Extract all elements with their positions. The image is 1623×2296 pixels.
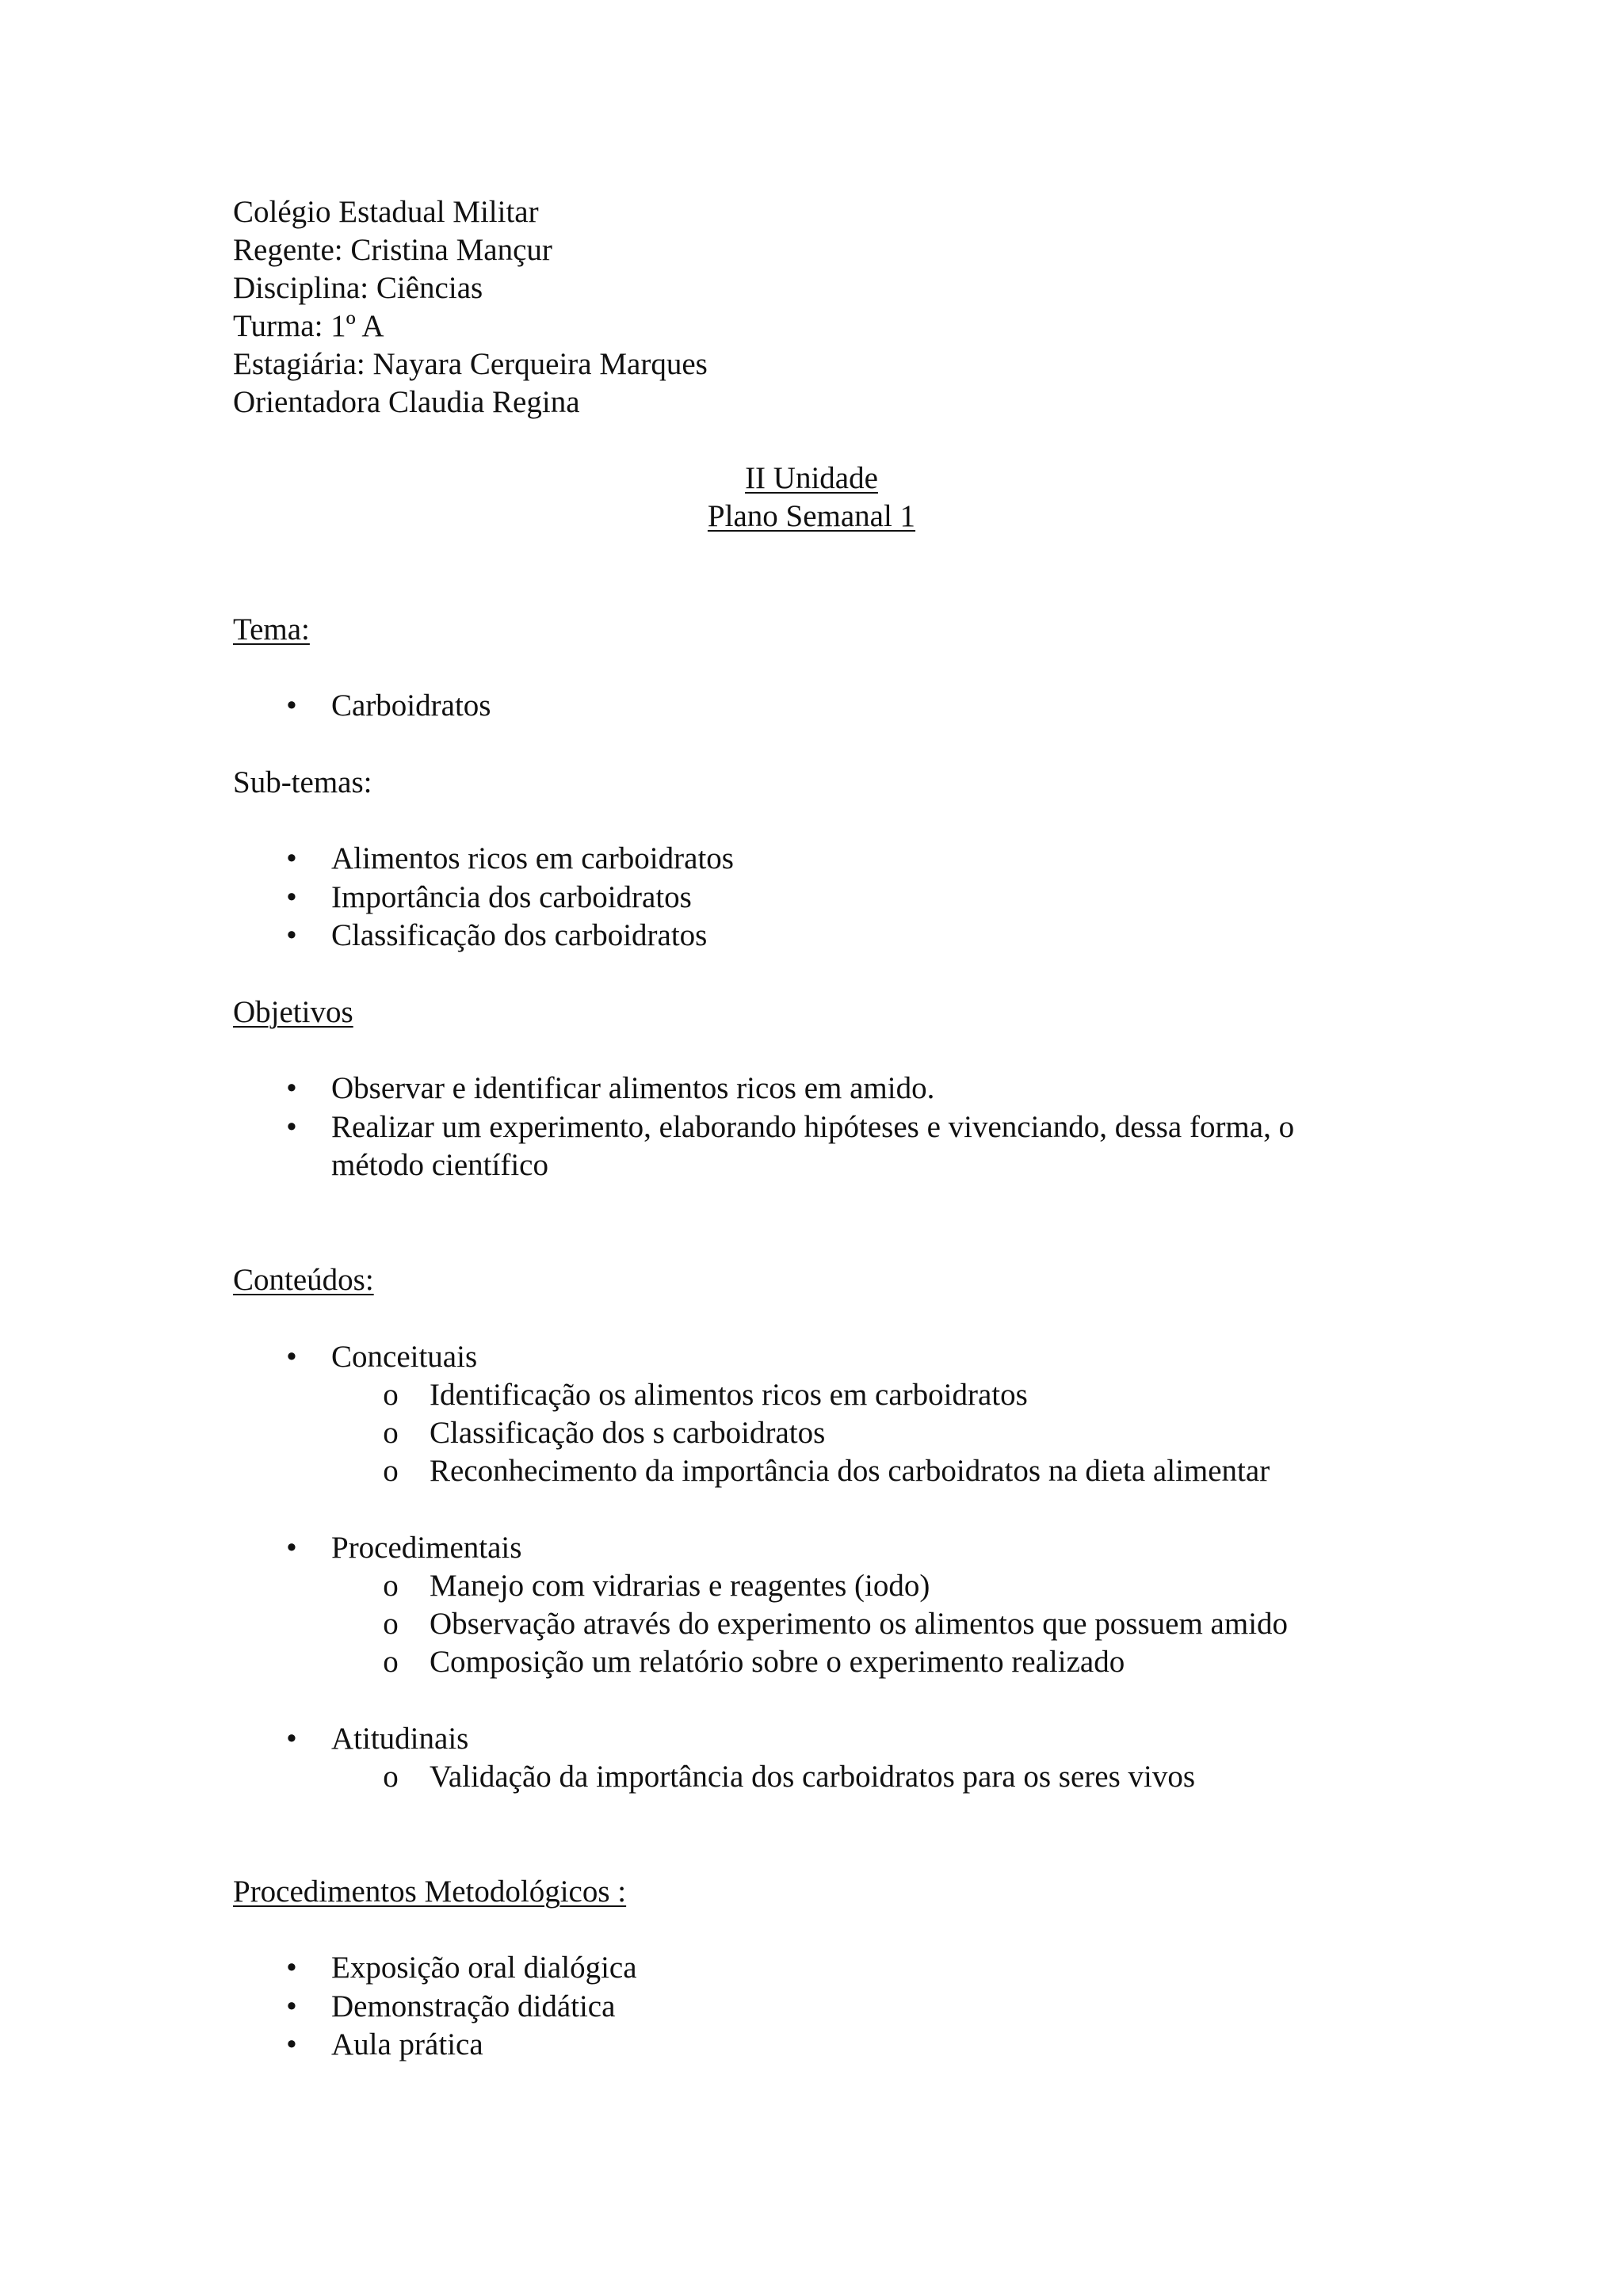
- subtema-item: Classificação dos carboidratos: [331, 918, 708, 952]
- tema-heading: Tema:: [233, 612, 310, 646]
- subtemas-heading: Sub-temas:: [233, 765, 372, 799]
- sub-list-item: [0, 1643, 1623, 1681]
- list-item: [0, 1949, 1623, 1987]
- bullet-icon: •: [286, 841, 297, 875]
- plan-title: Plano Semanal 1: [707, 499, 916, 533]
- objetivo-item: Observar e identificar alimentos ricos em amido.: [331, 1071, 935, 1105]
- bullet-icon: •: [286, 1951, 297, 1985]
- procedimental-item: Observação através do experimento os alimentos que possuem amido: [430, 1607, 1289, 1641]
- list-item: [0, 687, 1623, 725]
- advisor-line: Orientadora Claudia Regina: [233, 385, 580, 419]
- bullet-icon: •: [286, 2027, 297, 2061]
- procedimento-item: Aula prática: [331, 2027, 483, 2061]
- list-item: [0, 1988, 1623, 2026]
- bullet-icon: •: [286, 1722, 297, 1756]
- procedimento-item: Demonstração didática: [331, 1989, 616, 2023]
- circle-bullet-icon: o: [383, 1607, 399, 1641]
- sub-list-item: [0, 1567, 1623, 1605]
- bullet-icon: •: [286, 1531, 297, 1565]
- objetivo-item-continuation: método científico: [331, 1148, 548, 1182]
- intern-line: Estagiária: Nayara Cerqueira Marques: [233, 347, 708, 381]
- conceitual-item: Identificação os alimentos ricos em carboidratos: [430, 1378, 1028, 1412]
- list-item: [0, 917, 1623, 955]
- sub-list-item: [0, 1758, 1623, 1796]
- procedimental-item: Manejo com vidrarias e reagentes (iodo): [430, 1569, 930, 1603]
- conceitual-item: Reconhecimento da importância dos carboidratos na dieta alimentar: [430, 1454, 1270, 1488]
- procedimento-item: Exposição oral dialógica: [331, 1951, 637, 1985]
- bullet-icon: •: [286, 918, 297, 952]
- bullet-icon: •: [286, 688, 297, 723]
- unit-title: II Unidade: [745, 461, 878, 495]
- group-label-atitudinais: Atitudinais: [331, 1722, 469, 1756]
- circle-bullet-icon: o: [383, 1569, 399, 1603]
- circle-bullet-icon: o: [383, 1378, 399, 1412]
- list-item: [0, 1070, 1623, 1108]
- group-label-conceituais: Conceituais: [331, 1340, 478, 1374]
- bullet-icon: •: [286, 1340, 297, 1374]
- atitudinal-item: Validação da importância dos carboidratos para os seres vivos: [430, 1760, 1196, 1794]
- bullet-icon: •: [286, 880, 297, 914]
- list-item: [0, 1338, 1623, 1376]
- conceitual-item: Classificação dos s carboidratos: [430, 1416, 826, 1450]
- conteudos-heading: Conteúdos:: [233, 1263, 374, 1297]
- subtema-item: Alimentos ricos em carboidratos: [331, 841, 734, 875]
- list-item: [0, 1720, 1623, 1758]
- bullet-icon: •: [286, 1110, 297, 1144]
- header-block: [233, 193, 708, 421]
- sub-list-item: [0, 1605, 1623, 1643]
- circle-bullet-icon: o: [383, 1454, 399, 1488]
- objetivos-heading: Objetivos: [233, 995, 353, 1029]
- procedimentos-heading: Procedimentos Metodológicos :: [233, 1875, 627, 1909]
- list-item: [0, 840, 1623, 878]
- procedimental-item: Composição um relatório sobre o experimento realizado: [430, 1645, 1125, 1679]
- class-line: Turma: 1º A: [233, 309, 384, 343]
- teacher-line: Regente: Cristina Mançur: [233, 233, 552, 267]
- school-name: Colégio Estadual Militar: [233, 195, 539, 229]
- circle-bullet-icon: o: [383, 1760, 399, 1794]
- list-item-continuation: [0, 1146, 1623, 1184]
- sub-list-item: [0, 1452, 1623, 1490]
- list-item: [0, 1108, 1623, 1146]
- sub-list-item: [0, 1376, 1623, 1414]
- bullet-icon: •: [286, 1071, 297, 1105]
- subtema-item: Importância dos carboidratos: [331, 880, 692, 914]
- circle-bullet-icon: o: [383, 1645, 399, 1679]
- tema-item: Carboidratos: [331, 688, 491, 723]
- list-item: [0, 2026, 1623, 2064]
- objetivo-item: Realizar um experimento, elaborando hipóteses e vivenciando, dessa forma, o: [331, 1110, 1295, 1144]
- discipline-line: Disciplina: Ciências: [233, 271, 483, 305]
- bullet-icon: •: [286, 1989, 297, 2023]
- group-label-procedimentais: Procedimentais: [331, 1531, 522, 1565]
- list-item: [0, 879, 1623, 917]
- sub-list-item: [0, 1414, 1623, 1452]
- list-item: [0, 1529, 1623, 1567]
- circle-bullet-icon: o: [383, 1416, 399, 1450]
